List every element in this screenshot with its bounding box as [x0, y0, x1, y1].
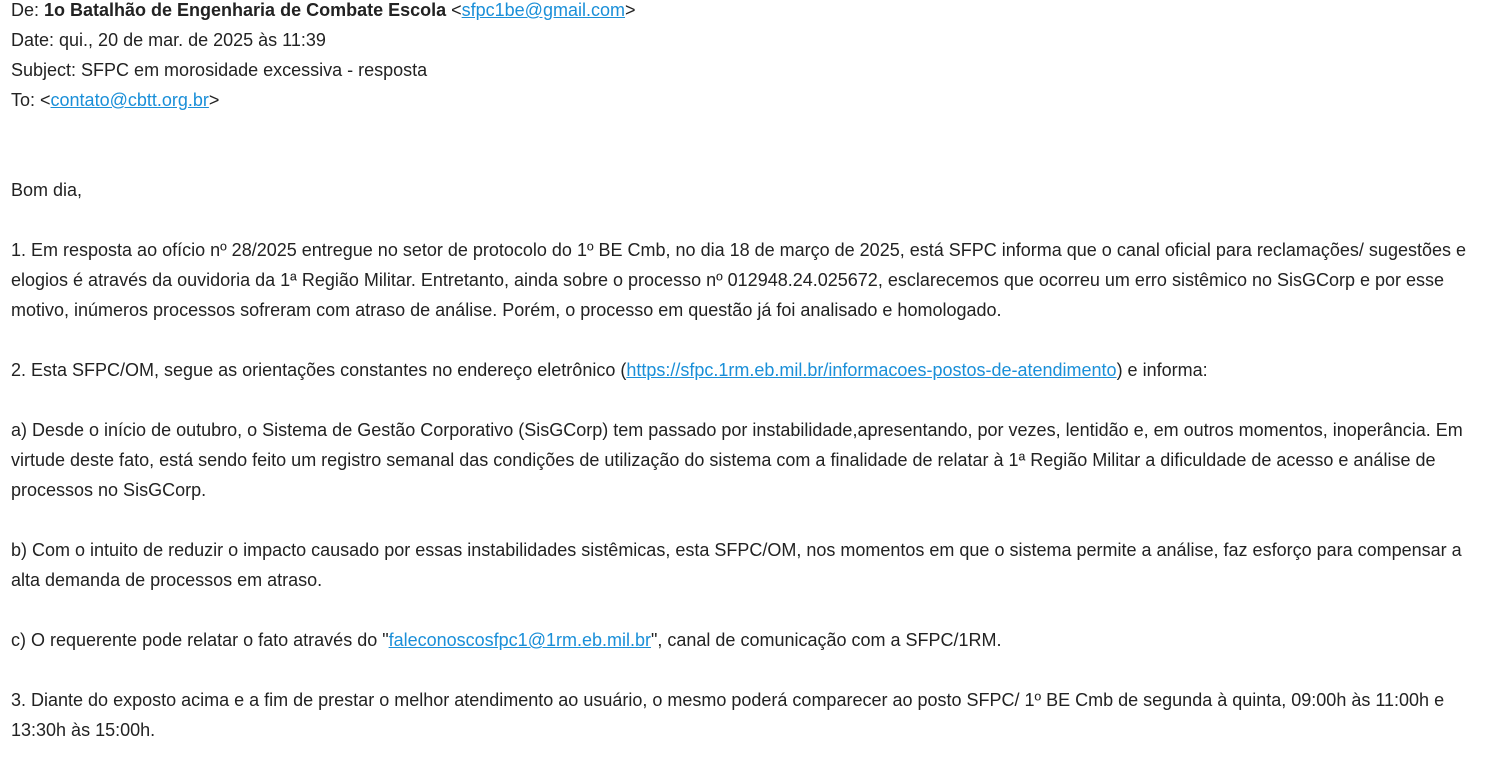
sender-name: 1o Batalhão de Engenharia de Combate Escola [44, 0, 447, 20]
spacer [11, 655, 1481, 685]
paragraph-b: b) Com o intuito de reduzir o impacto causado por essas instabilidades sistêmicas, esta SFPC/OM, nos momentos em que o sistema permite a análise, faz esforço para compensar a alta demanda de processos em atraso. [11, 540, 1462, 590]
paragraph-2 [11, 355, 1471, 385]
date-line [11, 25, 1481, 55]
greeting: Bom dia, [11, 180, 83, 200]
paragraph-a: a) Desde o início de outubro, o Sistema de Gestão Corporativo (SisGCorp) tem passado por instabilidade,apresentando, por vezes, lentidão e, em outros momentos, inoperância. Em virtude deste fato, está sendo feito um registro semanal das condições de utilização do sistema com a finalidade de relatar à 1ª Região Militar a dificuldade de acesso e análise de processos no SisGCorp. [11, 420, 1463, 500]
to-label: To: [11, 90, 41, 110]
faleconosco-email-link[interactable]: faleconoscosfpc1@1rm.eb.mil.br [388, 630, 651, 650]
to-line: To: <contato@cbtt.org.br> [11, 90, 220, 110]
paragraph-c-text-before: c) O requerente pode relatar o fato através do " [11, 630, 389, 650]
date-label: Date: [11, 30, 60, 50]
spacer [11, 385, 1481, 415]
paragraph-c [11, 625, 1471, 655]
paragraph-2-text-before: 2. Esta SFPC/OM, segue as orientações constantes no endereço eletrônico ( [11, 360, 627, 380]
paragraph-2-text-after: ) e informa: [1116, 360, 1208, 380]
spacer [11, 205, 1481, 235]
date-value: qui., 20 de mar. de 2025 às 11:39 [59, 30, 326, 50]
email-headers [11, 0, 1481, 115]
paragraph-1: 1. Em resposta ao ofício nº 28/2025 entregue no setor de protocolo do 1º BE Cmb, no dia 18 de março de 2025, está SFPC informa que o canal oficial para reclamações/ sugestões e elogios é através da ouvidoria da 1ª Região Militar. Entretanto, ainda sobre o processo nº 012948.24.025672, esclarecemos que ocorreu um erro sistêmico no SisGCorp e por esse motivo, inúmeros processos sofreram com atraso de análise. Porém, o processo em questão já foi analisado e homologado. [11, 240, 1467, 320]
email-body [11, 175, 1481, 745]
subject-label: Subject: [11, 60, 82, 80]
paragraph-3: 3. Diante do exposto acima e a fim de prestar o melhor atendimento ao usuário, o mesmo poderá comparecer ao posto SFPC/ 1º BE Cmb de segunda à quinta, 09:00h às 11:00h e 13:30h às 15:00h. [11, 690, 1445, 740]
from-label: De: [11, 0, 45, 20]
from-line: De: 1o Batalhão de Engenharia de Combate Escola <sfpc1be@gmail.com> [11, 0, 636, 20]
sfpc-info-link[interactable]: https://sfpc.1rm.eb.mil.br/informacoes-postos-de-atendimento [626, 360, 1117, 380]
sender-email-link[interactable]: sfpc1be@gmail.com [461, 0, 625, 20]
subject-line [11, 55, 1481, 85]
subject-value: SFPC em morosidade excessiva - resposta [81, 60, 428, 80]
recipient-email-link[interactable]: contato@cbtt.org.br [50, 90, 209, 110]
spacer [11, 325, 1481, 355]
spacer [11, 115, 1481, 175]
spacer [11, 595, 1481, 625]
paragraph-c-text-after: ", canal de comunicação com a SFPC/1RM. [651, 630, 1002, 650]
spacer [11, 505, 1481, 535]
